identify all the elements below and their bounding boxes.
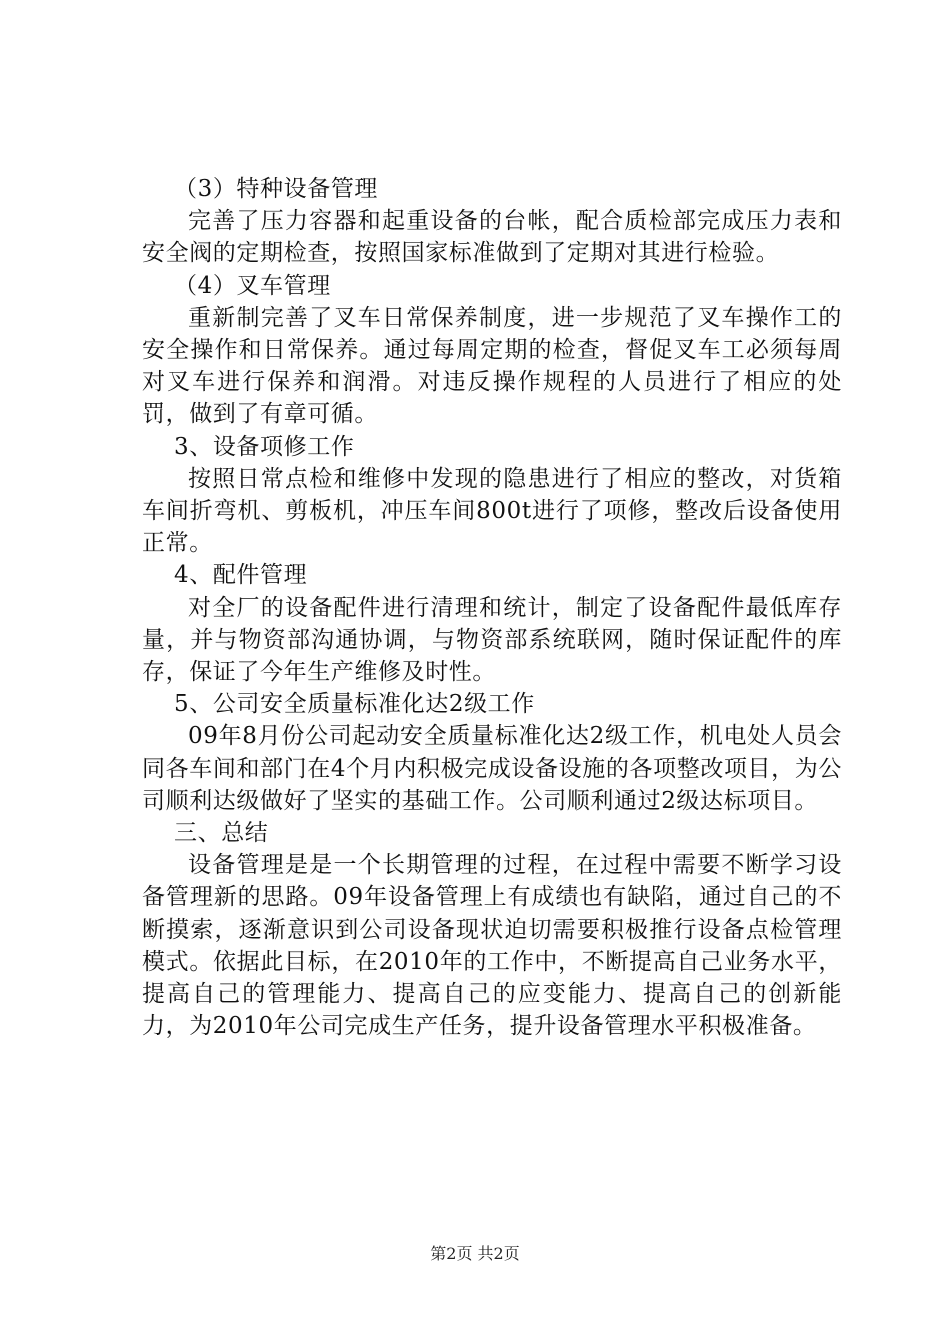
paragraph-summary: 设备管理是是一个长期管理的过程，在过程中需要不断学习设备管理新的思路。09年设备管理上有成绩也有缺陷，通过自己的不断摸索，逐渐意识到公司设备现状迫切需要积极推行设备点检管理模式。依据此目标，在2010年的工作中，不断提高自己业务水平，提高自己的管理能力、提高自己的应变能力、提高自己的创新能力，为2010年公司完成生产任务，提升设备管理水平积极准备。 (142, 852, 842, 1040)
section-heading-summary: 三、总结 (174, 820, 269, 847)
section-heading-equipment-repair: 3、设备项修工作 (174, 433, 355, 460)
paragraph-forklift: 重新制完善了叉车日常保养制度，进一步规范了叉车操作工的安全操作和日常保养。通过每周定期的检查，督促叉车工必须每周对叉车进行保养和润滑。对违反操作规程的人员进行了相应的处罚，做到了有章可循。 (142, 304, 842, 428)
document-body (142, 173, 842, 1042)
paragraph-special-equipment: 完善了压力容器和起重设备的台帐，配合质检部完成压力表和安全阀的定期检查，按照国家标准做到了定期对其进行检验。 (142, 208, 842, 267)
section-heading-forklift: （4）叉车管理 (174, 272, 331, 299)
paragraph-equipment-repair: 按照日常点检和维修中发现的隐患进行了相应的整改，对货箱车间折弯机、剪板机，冲压车间800t进行了项修，整改后设备使用正常。 (142, 465, 842, 557)
section-heading-safety-standardization: 5、公司安全质量标准化达2级工作 (174, 691, 535, 718)
section-heading-special-equipment: （3）特种设备管理 (174, 176, 379, 202)
page-footer: 第2页 共2页 (430, 1244, 520, 1263)
paragraph-parts-management: 对全厂的设备配件进行清理和统计，制定了设备配件最低库存量，并与物资部沟通协调，与物资部系统联网，随时保证配件的库存，保证了今年生产维修及时性。 (142, 594, 842, 686)
section-heading-parts-management: 4、配件管理 (174, 562, 308, 589)
paragraph-safety-standardization: 09年8月份公司起动安全质量标准化达2级工作，机电处人员会同各车间和部门在4个月内积极完成设备设施的各项整改项目，为公司顺利达级做好了坚实的基础工作。公司顺利通过2级达标项目。 (142, 723, 842, 814)
